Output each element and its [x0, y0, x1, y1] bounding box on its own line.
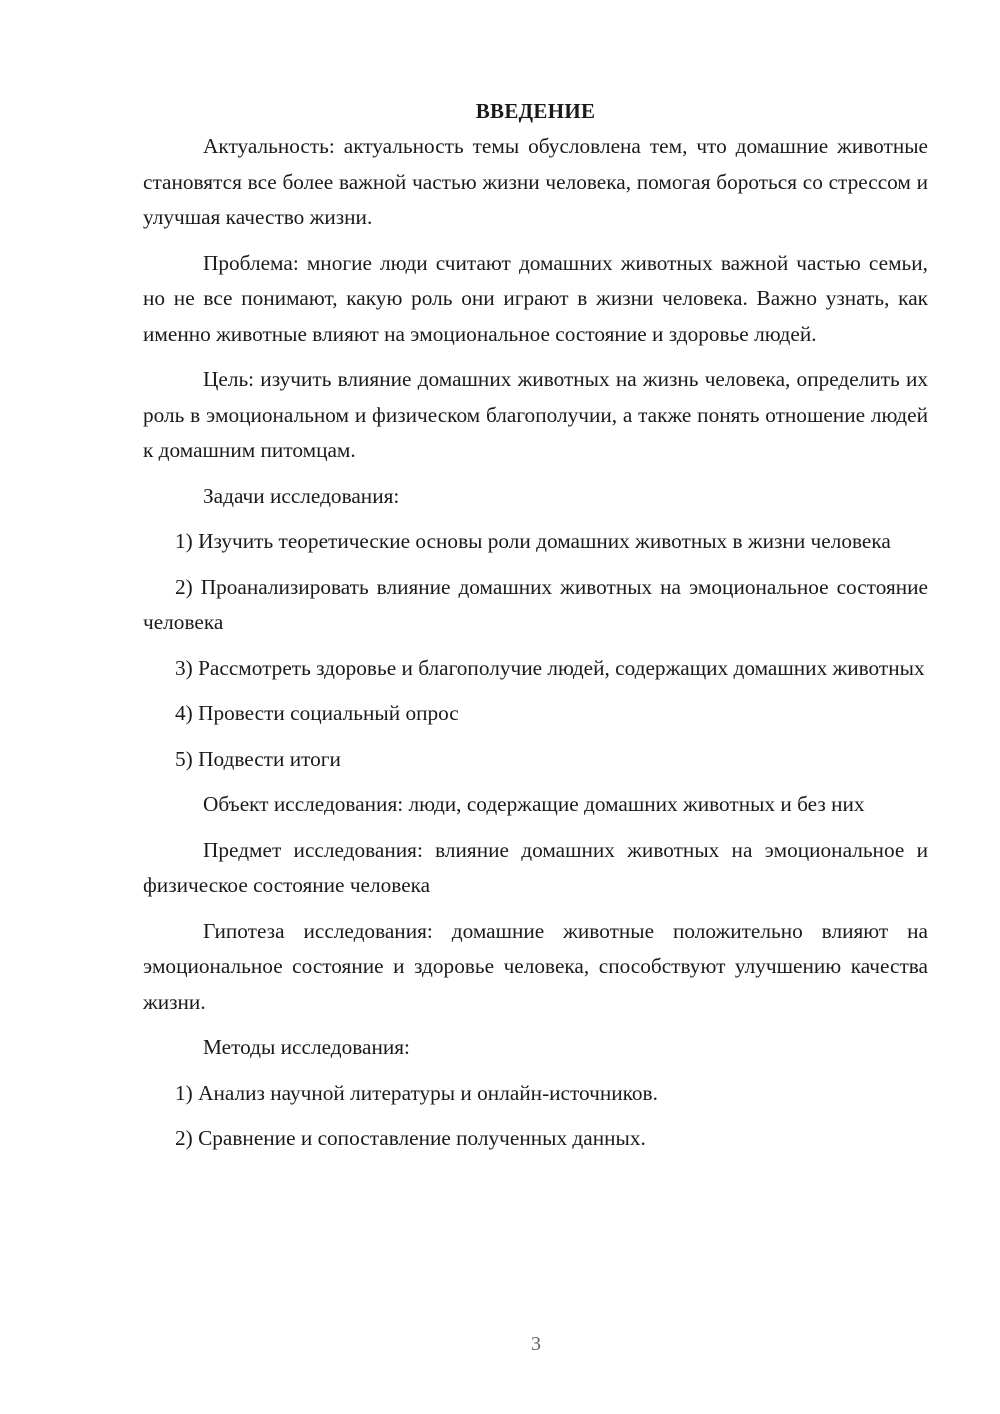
- document-page: [143, 95, 928, 1167]
- list-item-task-3: 3) Рассмотреть здоровье и благополучие людей, содержащих домашних животных: [175, 655, 925, 680]
- paragraph-methods-heading: Методы исследования:: [203, 1035, 410, 1059]
- list-item-task-1: 1) Изучить теоретические основы роли домашних животных в жизни человека: [175, 529, 891, 553]
- paragraph-problem: Проблема: многие люди считают домашних животных важной частью семьи, но не все понимают, какую роль они играют в жизни человека. Важно узнать, как именно животные влияют на эмоциональное состояние и здоровье людей.: [143, 250, 928, 346]
- list-item-task-4: 4) Провести социальный опрос: [175, 701, 459, 725]
- list-item-method-2: 2) Сравнение и сопоставление полученных данных.: [175, 1126, 646, 1150]
- paragraph-object: Объект исследования: люди, содержащие домашних животных и без них: [203, 792, 865, 816]
- paragraph-subject: Предмет исследования: влияние домашних животных на эмоциональное и физическое состояние человека: [143, 837, 928, 897]
- paragraph-tasks-heading: Задачи исследования:: [203, 483, 400, 508]
- page-number: 3: [531, 1333, 541, 1355]
- list-item-task-5: 5) Подвести итоги: [175, 746, 341, 771]
- list-item-task-2: 2) Проанализировать влияние домашних животных на эмоциональное состояние человека: [143, 574, 928, 634]
- paragraph-goal: Цель: изучить влияние домашних животных на жизнь человека, определить их роль в эмоциональном и физическом благополучии, а также понять отношение людей к домашним питомцам.: [143, 367, 928, 462]
- list-item-method-1: 1) Анализ научной литературы и онлайн-источников.: [175, 1080, 658, 1105]
- paragraph-hypothesis: Гипотеза исследования: домашние животные положительно влияют на эмоциональное состояние и здоровье человека, способствуют улучшению качества жизни.: [143, 918, 928, 1014]
- paragraph-relevance: Актуальность: актуальность темы обусловлена тем, что домашние животные становятся все более важной частью жизни человека, помогая бороться со стрессом и улучшая качество жизни.: [143, 134, 928, 229]
- section-title: ВВЕДЕНИЕ: [475, 99, 596, 123]
